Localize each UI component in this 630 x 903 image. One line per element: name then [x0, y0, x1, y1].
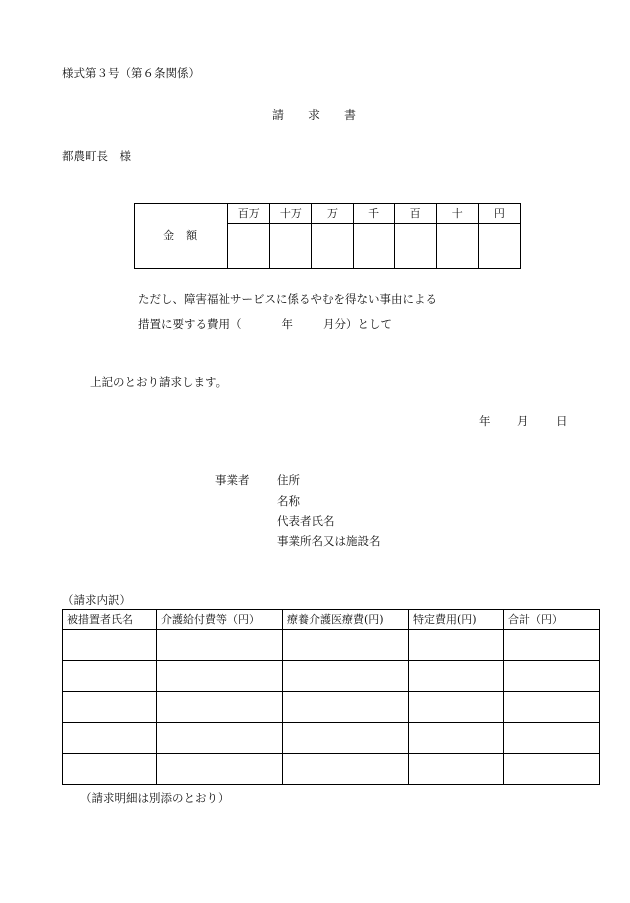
amount-digit-cell[interactable] [394, 224, 436, 269]
amount-table [134, 203, 521, 269]
amount-label: 金額 [135, 204, 228, 269]
table-cell[interactable] [504, 661, 600, 692]
table-cell[interactable] [157, 630, 283, 661]
breakdown-table [62, 609, 600, 785]
table-cell[interactable] [283, 630, 409, 661]
table-cell[interactable] [409, 661, 504, 692]
form-number: 様式第３号（第６条関係） [62, 66, 200, 80]
request-statement: 上記のとおり請求します。 [90, 375, 228, 389]
footnote: （請求明細は別添のとおり） [80, 791, 230, 805]
column-header: 介護給付費等（円） [157, 610, 283, 630]
table-cell[interactable] [157, 723, 283, 754]
table-row [63, 692, 600, 723]
table-cell[interactable] [409, 723, 504, 754]
description-line-2 [138, 318, 392, 332]
date-day-label: 日 [556, 414, 568, 428]
unit-header: 十 [436, 204, 478, 224]
table-cell[interactable] [63, 661, 157, 692]
table-cell[interactable] [157, 692, 283, 723]
table-cell[interactable] [409, 692, 504, 723]
amount-digit-cell[interactable] [353, 224, 394, 269]
column-header: 合計（円） [504, 610, 600, 630]
column-header: 被措置者氏名 [63, 610, 157, 630]
table-cell[interactable] [504, 754, 600, 785]
table-cell[interactable] [504, 723, 600, 754]
amount-digit-cell[interactable] [270, 224, 312, 269]
table-cell[interactable] [283, 692, 409, 723]
table-row [63, 723, 600, 754]
table-cell[interactable] [504, 630, 600, 661]
breakdown-caption: （請求内訳） [62, 593, 131, 607]
operator-name-label: 名称 [277, 494, 300, 508]
amount-digit-cell[interactable] [228, 224, 270, 269]
amount-digit-cell[interactable] [312, 224, 353, 269]
operator-representative-label: 代表者氏名 [277, 514, 335, 528]
table-cell[interactable] [504, 692, 600, 723]
unit-header: 十万 [270, 204, 312, 224]
amount-digit-cell[interactable] [436, 224, 478, 269]
unit-header: 百万 [228, 204, 270, 224]
description-month-label: 月分）として [323, 317, 392, 331]
table-cell[interactable] [409, 630, 504, 661]
table-cell[interactable] [63, 723, 157, 754]
description-year-label: 年 [281, 317, 293, 331]
operator-facility-label: 事業所名又は施設名 [277, 534, 381, 548]
date-month-label: 月 [517, 414, 529, 428]
table-cell[interactable] [63, 630, 157, 661]
table-cell[interactable] [283, 661, 409, 692]
description-prefix: 措置に要する費用（ [138, 317, 242, 331]
table-cell[interactable] [283, 723, 409, 754]
table-cell[interactable] [283, 754, 409, 785]
column-header: 特定費用(円) [409, 610, 504, 630]
table-cell[interactable] [63, 692, 157, 723]
table-cell[interactable] [157, 754, 283, 785]
addressee: 都農町長 様 [62, 149, 131, 163]
table-cell[interactable] [409, 754, 504, 785]
table-row [63, 661, 600, 692]
unit-header: 円 [478, 204, 520, 224]
operator-address-label: 住所 [277, 473, 300, 487]
date-year-label: 年 [479, 414, 491, 428]
table-cell[interactable] [63, 754, 157, 785]
document-title: 請 求 書 [272, 108, 357, 122]
unit-header: 千 [353, 204, 394, 224]
column-header: 療養介護医療費(円) [283, 610, 409, 630]
amount-digit-cell[interactable] [478, 224, 520, 269]
table-cell[interactable] [157, 661, 283, 692]
unit-header: 百 [394, 204, 436, 224]
table-row [63, 630, 600, 661]
table-row [63, 754, 600, 785]
operator-label: 事業者 [215, 473, 250, 487]
unit-header: 万 [312, 204, 353, 224]
description-line-1: ただし、障害福祉サービスに係るやむを得ない事由による [138, 292, 437, 306]
